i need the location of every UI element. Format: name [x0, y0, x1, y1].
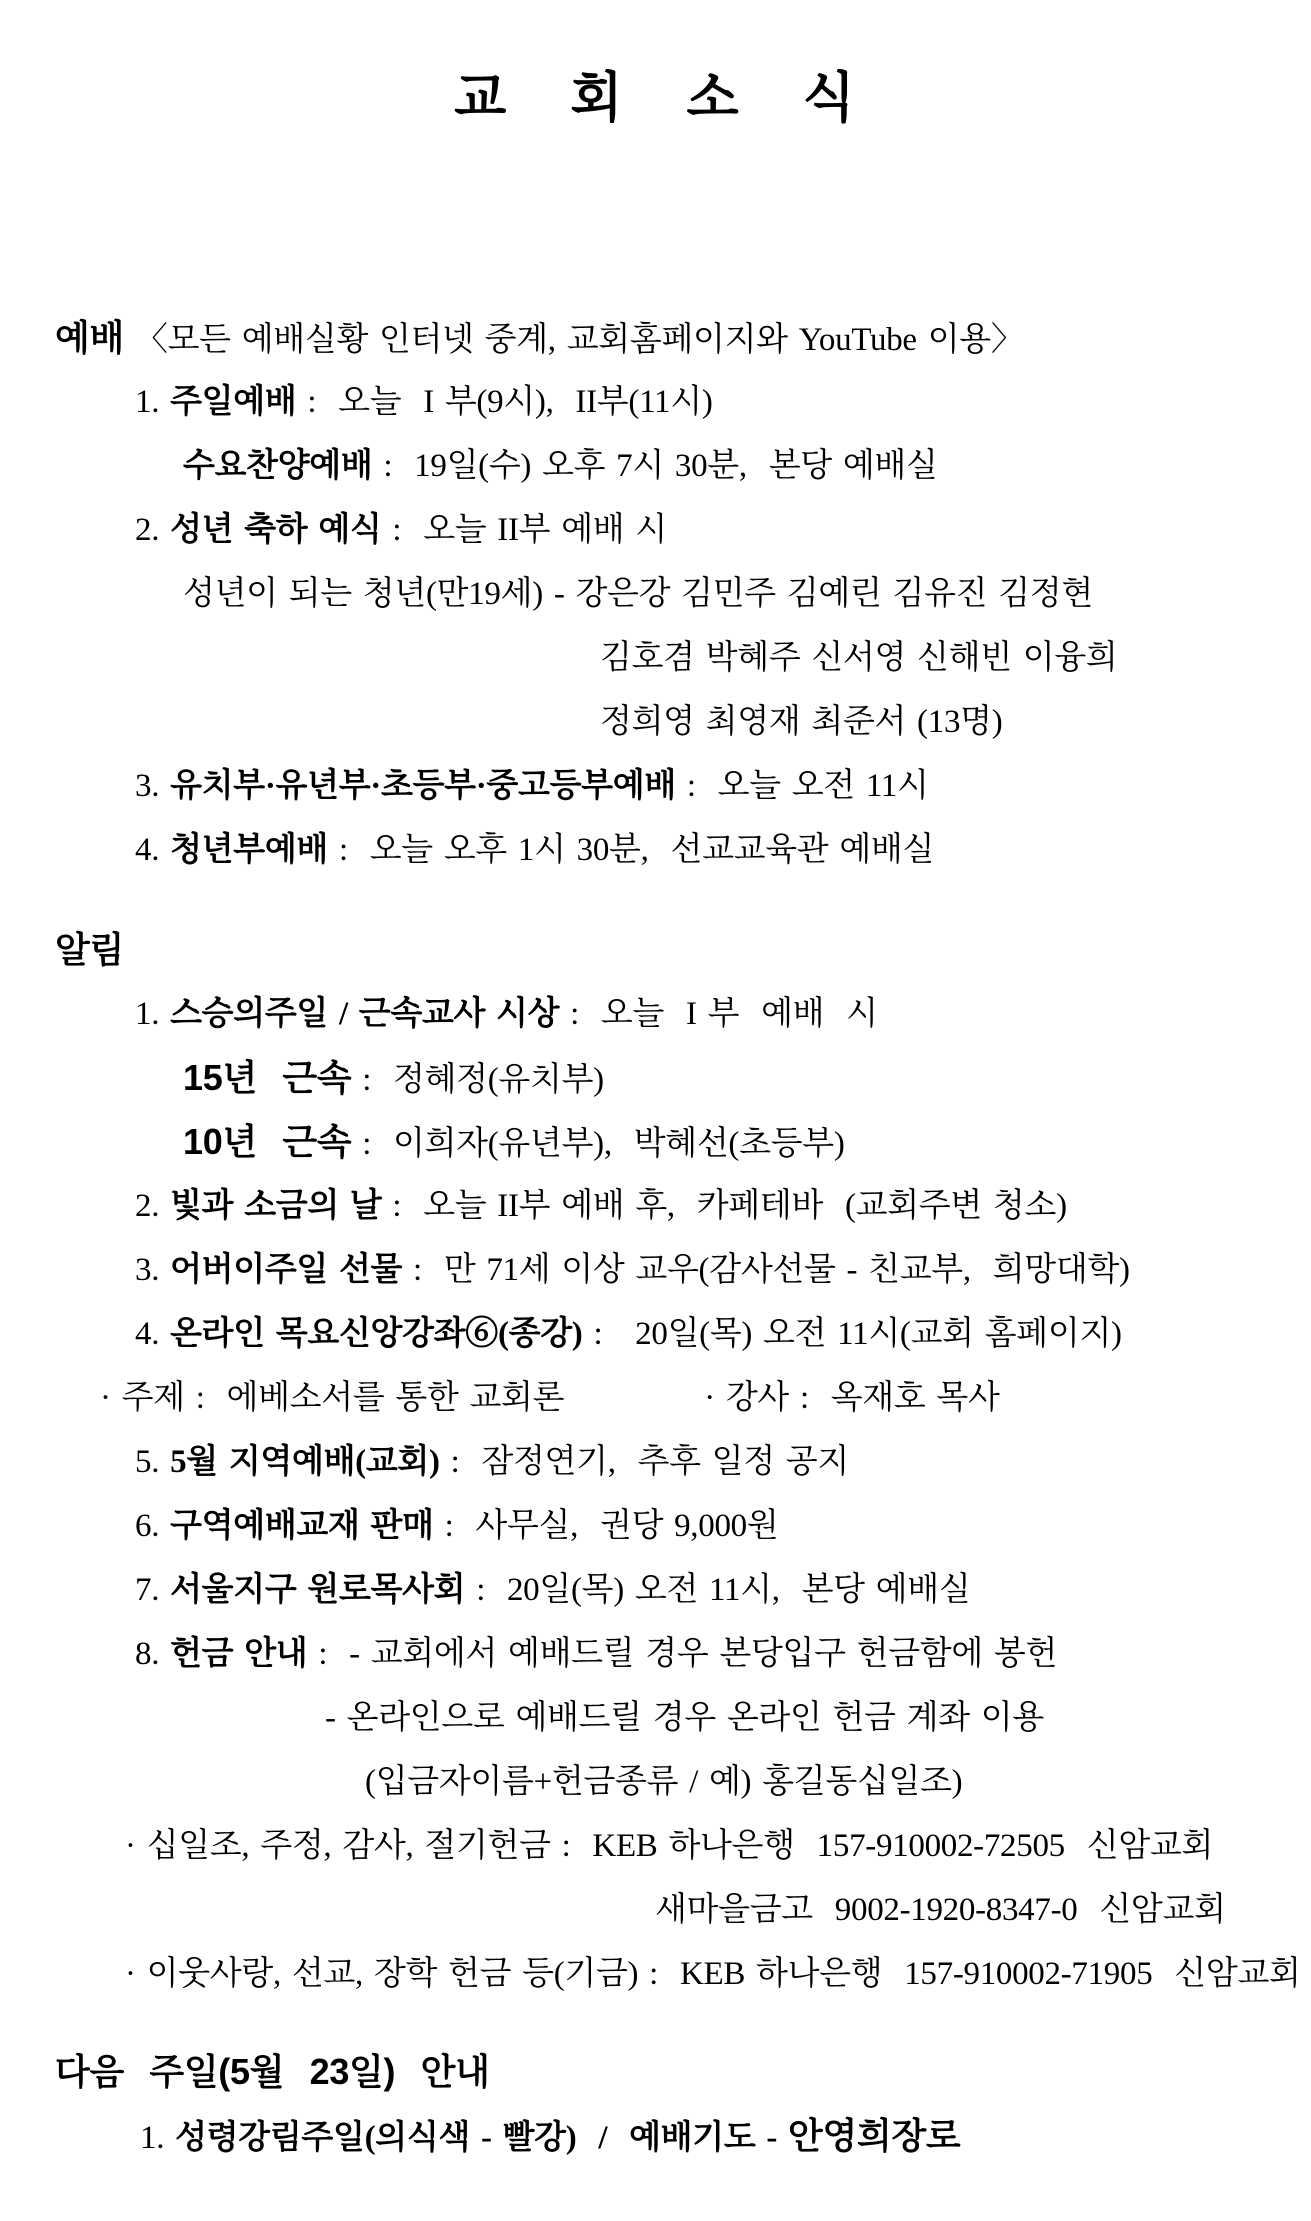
notice-item-8-account-3	[55, 1942, 1301, 2006]
item-number: 8.	[135, 1636, 171, 1672]
item-label: 성년 축하 예식	[170, 512, 382, 548]
worship-item-2-names-2	[55, 626, 1291, 690]
item-number: 1.	[135, 996, 171, 1032]
item-text: : 20일(목) 오전 11시, 본당 예배실	[465, 1572, 971, 1608]
next-week-heading-line	[55, 2040, 1291, 2104]
item-text: : 잠정연기, 추후 일정 공지	[439, 1444, 849, 1480]
prayer-leader-name: 안영희장로	[788, 2115, 961, 2156]
notice-item-4-sub	[55, 1366, 1291, 1430]
notice-item-1-sub-10yr	[55, 1110, 1291, 1174]
item-text: : 정혜정(유치부)	[351, 1062, 604, 1098]
notice-item-5	[55, 1430, 1291, 1494]
notice-item-2	[55, 1174, 1291, 1238]
item-text: : 오늘 I 부(9시), II부(11시)	[296, 384, 713, 420]
worship-item-2-names-1	[55, 562, 1291, 626]
worship-item-3	[55, 754, 1291, 818]
item-text: : 19일(수) 오후 7시 30분, 본당 예배실	[372, 448, 938, 484]
account-text: 새마을금고 9002-1920-8347-0 신암교회	[655, 1892, 1226, 1928]
notice-item-8-sub-1	[55, 1686, 1291, 1750]
item-label: 수요찬양예배	[183, 448, 373, 484]
notices-heading-line	[55, 918, 1291, 982]
item-text: - 온라인으로 예배드릴 경우 온라인 헌금 계좌 이용	[325, 1700, 1044, 1736]
notice-item-8	[55, 1622, 1291, 1686]
item-number: 2.	[135, 512, 171, 548]
item-text: : 오늘 오후 1시 30분, 선교교육관 예배실	[328, 832, 935, 868]
notices-heading: 알림	[55, 929, 124, 970]
lecturer-text: · 강사 : 옥재호 목사	[704, 1380, 1000, 1416]
item-label: 10년 근속	[183, 1121, 352, 1162]
notice-item-4	[55, 1302, 1291, 1366]
item-number: 3.	[135, 768, 171, 804]
next-week-item-1	[55, 2104, 1291, 2168]
account-text: · 십일조, 주정, 감사, 절기헌금 : KEB 하나은행 157-910002-72505 신암교회	[125, 1828, 1214, 1864]
item-number: 1.	[135, 384, 171, 420]
worship-section	[55, 306, 1291, 882]
notice-item-8-account-1	[55, 1814, 1291, 1878]
item-text: : 사무실, 권당 9,000원	[433, 1508, 779, 1544]
item-number: 6.	[135, 1508, 171, 1544]
notice-item-7	[55, 1558, 1291, 1622]
item-text: : 오늘 II부 예배 후, 카페테바 (교회주변 청소)	[381, 1188, 1067, 1224]
topic-text: · 주제 : 에베소서를 통한 교회론	[100, 1380, 565, 1416]
item-text: : 20일(목) 오전 11시(교회 홈페이지)	[582, 1316, 1122, 1352]
worship-item-1	[55, 370, 1291, 434]
item-label: 헌금 안내	[170, 1636, 308, 1672]
item-text: : 오늘 II부 예배 시	[381, 512, 667, 548]
worship-heading-line	[55, 306, 1291, 370]
item-number: 4.	[135, 1316, 171, 1352]
next-week-section	[55, 2040, 1291, 2168]
item-number: 7.	[135, 1572, 171, 1608]
document-body	[0, 306, 1311, 2168]
worship-item-4	[55, 818, 1291, 882]
worship-item-2	[55, 498, 1291, 562]
notice-item-8-sub-2	[55, 1750, 1291, 1814]
worship-heading-note: 〈모든 예배실황 인터넷 중계, 교회홈페이지와 YouTube 이용〉	[123, 322, 1024, 358]
worship-item-1-sub	[55, 434, 1291, 498]
item-label: 15년 근속	[183, 1057, 352, 1098]
item-text: : 오늘 I 부 예배 시	[559, 996, 878, 1032]
notice-item-6	[55, 1494, 1291, 1558]
names-line: 성년이 되는 청년(만19세) - 강은강 김민주 김예린 김유진 김정현	[183, 576, 1093, 612]
account-text: · 이웃사랑, 선교, 장학 헌금 등(기금) : KEB 하나은행 157-910002-71905 신암교회	[125, 1956, 1301, 1992]
item-number: 5.	[135, 1444, 171, 1480]
item-label: 어버이주일 선물	[170, 1252, 403, 1288]
item-number: 4.	[135, 832, 171, 868]
notice-item-1	[55, 982, 1291, 1046]
item-label: 서울지구 원로목사회	[170, 1572, 466, 1608]
item-label: 5월 지역예배(교회)	[170, 1444, 440, 1480]
item-label: 유치부·유년부·초등부·중고등부예배	[170, 768, 676, 804]
item-label: 구역예배교재 판매	[170, 1508, 434, 1544]
names-line: 정희영 최영재 최준서 (13명)	[600, 704, 1003, 740]
names-line: 김호겸 박혜주 신서영 신해빈 이융희	[600, 640, 1118, 676]
item-label: 주일예배	[170, 384, 297, 420]
next-week-heading: 다음 주일(5월 23일) 안내	[55, 2051, 490, 2092]
item-text: : 이희자(유년부), 박혜선(초등부)	[351, 1126, 845, 1162]
item-label: 온라인 목요신앙강좌⑥(종강)	[170, 1316, 583, 1352]
item-label: 청년부예배	[170, 832, 328, 868]
page-title: 교 회 소 식	[454, 68, 857, 128]
notice-item-8-account-2	[55, 1878, 1291, 1942]
notice-item-3	[55, 1238, 1291, 1302]
item-label: 성령강림주일(의식색 - 빨강) / 예배기도 -	[175, 2120, 789, 2156]
item-label: 빛과 소금의 날	[170, 1188, 382, 1224]
item-number: 3.	[135, 1252, 171, 1288]
worship-item-2-names-3	[55, 690, 1291, 754]
item-text: (입금자이름+헌금종류 / 예) 홍길동십일조)	[365, 1764, 963, 1800]
item-text: : - 교회에서 예배드릴 경우 본당입구 헌금함에 봉헌	[307, 1636, 1058, 1672]
item-text: : 오늘 오전 11시	[675, 768, 929, 804]
notice-item-1-sub-15yr	[55, 1046, 1291, 1110]
item-number: 1.	[140, 2120, 176, 2156]
worship-heading: 예배	[55, 317, 124, 358]
item-text: : 만 71세 이상 교우(감사선물 - 친교부, 희망대학)	[402, 1252, 1130, 1288]
item-label: 스승의주일 / 근속교사 시상	[170, 996, 560, 1032]
notices-section	[55, 918, 1301, 2006]
item-number: 2.	[135, 1188, 171, 1224]
